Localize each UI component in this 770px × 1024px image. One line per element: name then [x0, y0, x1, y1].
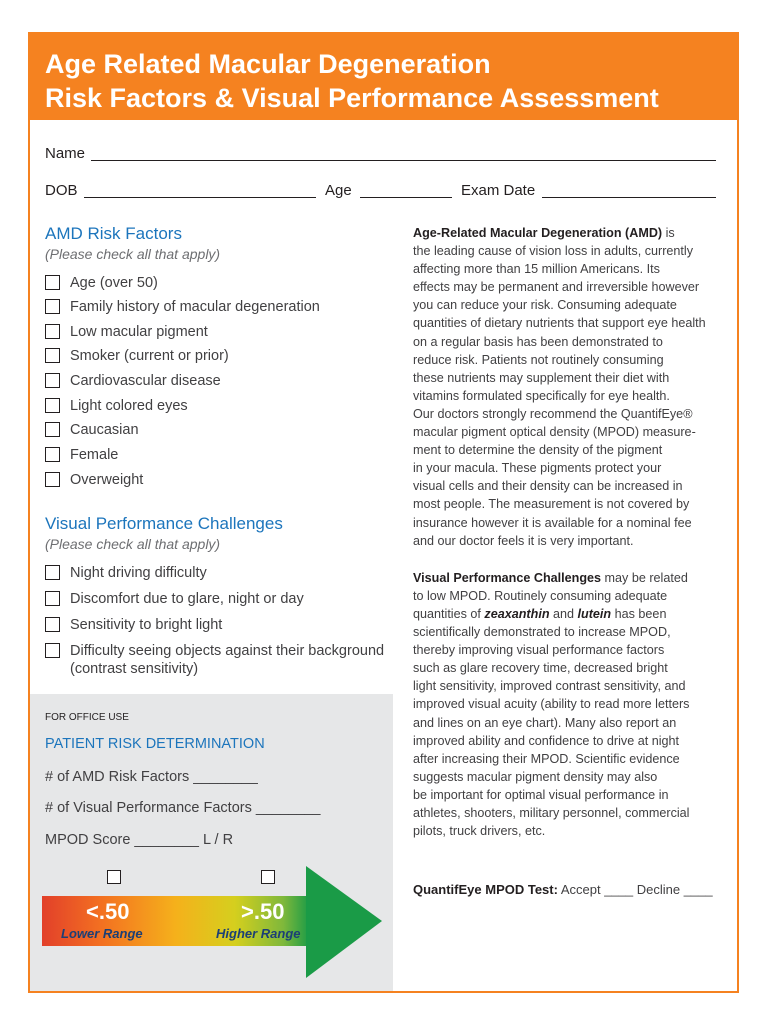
paragraph-line: scientifically demonstrated to increase MPOD, [413, 625, 671, 639]
vpc-item-sublabel: (contrast sensitivity) [70, 661, 199, 677]
exam-date-label: Exam Date [461, 182, 536, 199]
amd-item[interactable] [45, 372, 395, 392]
paragraph-line: pilots, truck drivers, etc. [413, 824, 546, 839]
mpod-test-options[interactable]: Accept ____ Decline ____ [557, 882, 713, 897]
amd-info-line [413, 224, 723, 242]
lutein-term: lutein [577, 607, 612, 621]
text-run: quantities of [413, 607, 485, 621]
paragraph-line: affecting more than 15 million Americans. Its [413, 262, 660, 277]
vpc-info-line: to low MPOD. Routinely consuming adequate [413, 589, 668, 603]
checkbox[interactable] [45, 324, 60, 339]
dob-field[interactable] [84, 197, 316, 198]
amd-item-label: Family history of macular degeneration [70, 299, 320, 315]
header-banner [28, 32, 739, 120]
checkbox[interactable] [45, 398, 60, 413]
paragraph-line: improved visual acuity (ability to read more letters [413, 697, 690, 712]
amd-item-label: Female [70, 447, 119, 463]
vpc-info-heading: Visual Performance Challenges [413, 571, 602, 585]
amd-item-label: Light colored eyes [70, 398, 188, 414]
amd-item[interactable] [45, 446, 395, 466]
arrow-head [306, 866, 382, 978]
checkbox[interactable] [45, 643, 60, 658]
paragraph-line: insurance however it is available for a nominal fee [413, 515, 692, 530]
amd-section-title: AMD Risk Factors [45, 224, 182, 243]
amd-item[interactable] [45, 323, 395, 343]
vpc-info-heading-tail: may be related [601, 571, 688, 585]
vpc-item-label: Sensitivity to bright light [70, 617, 223, 633]
amd-item-label: Caucasian [70, 422, 139, 438]
paragraph-line: and lines on an eye chart). Many also report an [413, 715, 677, 730]
vpc-item[interactable] [45, 642, 395, 682]
higher-range-label: Higher Range [216, 926, 301, 941]
office-use-label: FOR OFFICE USE [45, 712, 129, 723]
paragraph-line: most people. The measurement is not covered by [413, 497, 690, 512]
paragraph-line: Our doctors strongly recommend the QuantifEye® [413, 406, 693, 421]
amd-item-label: Overweight [70, 472, 144, 488]
paragraph-line: thereby improving visual performance factors [413, 643, 665, 658]
amd-item-label: Low macular pigment [70, 324, 208, 340]
vpc-item-label: Difficulty seeing objects against their background [70, 643, 385, 659]
paragraph-line: athletes, shooters, military personnel, commercial [413, 806, 690, 820]
vp-count-field[interactable]: # of Visual Performance Factors ________ [45, 800, 321, 816]
vpc-item[interactable] [45, 616, 395, 636]
checkbox[interactable] [45, 299, 60, 314]
text-run: and [549, 607, 578, 621]
amd-item[interactable] [45, 471, 395, 491]
title-line-1: Age Related Macular Degeneration [45, 49, 491, 79]
amd-info-heading-tail: is [662, 226, 675, 240]
lower-range-value: <.50 [86, 899, 130, 924]
patient-risk-title: PATIENT RISK DETERMINATION [45, 736, 265, 752]
amd-info-heading: Age-Related Macular Degeneration (AMD) [413, 226, 663, 240]
paragraph-line: you can reduce your risk. Consuming adequate [413, 298, 677, 313]
paragraph-line: after increasing their MPOD. Scientific evidence [413, 751, 680, 766]
paragraph-line: in your macula. These pigments protect your [413, 461, 662, 476]
paragraph-line: vitamins formulated specifically for eye health. [413, 388, 670, 403]
mpod-test-label: QuantifEye MPOD Test: [413, 882, 558, 897]
paragraph-line: be important for optimal visual performance in [413, 787, 669, 802]
name-field[interactable] [91, 160, 716, 161]
amd-item-label: Smoker (current or prior) [70, 348, 229, 364]
checkbox[interactable] [45, 348, 60, 363]
vpc-item[interactable] [45, 590, 395, 610]
vpc-section-title: Visual Performance Challenges [45, 514, 283, 533]
amd-section-note: (Please check all that apply) [45, 246, 221, 262]
checkbox[interactable] [45, 565, 60, 580]
text-run: has been [611, 607, 667, 621]
paragraph-line: effects may be permanent and irreversible however [413, 280, 700, 295]
paragraph-line: these nutrients may supplement their diet with [413, 370, 670, 385]
vpc-info-line [413, 569, 723, 587]
amd-item[interactable] [45, 397, 395, 417]
title-line-2: Risk Factors & Visual Performance Assessment [45, 83, 659, 113]
mpod-score-field[interactable]: MPOD Score ________ L / R [45, 832, 234, 848]
zeaxanthin-term: zeaxanthin [484, 607, 550, 621]
checkbox[interactable] [45, 447, 60, 462]
higher-range-value: >.50 [241, 899, 285, 924]
amd-item-label: Age (over 50) [70, 275, 158, 291]
lower-range-label: Lower Range [61, 926, 143, 941]
paragraph-line: and our doctor feels it is very important. [413, 533, 634, 548]
amd-item[interactable] [45, 274, 395, 294]
vpc-item-label: Discomfort due to glare, night or day [70, 591, 304, 607]
paragraph-line: improved ability and confidence to drive at night [413, 733, 680, 748]
dob-label: DOB [45, 182, 78, 199]
paragraph-line: macular pigment optical density (MPOD) measure- [413, 425, 696, 439]
checkbox[interactable] [45, 472, 60, 487]
checkbox[interactable] [45, 422, 60, 437]
exam-date-field[interactable] [542, 197, 716, 198]
paragraph-line: on a regular basis has been demonstrated to [413, 334, 663, 349]
paragraph-line: visual cells and their density can be increased in [413, 479, 683, 494]
amd-item-label: Cardiovascular disease [70, 373, 221, 389]
vpc-item[interactable] [45, 564, 395, 584]
paragraph-line: quantities of dietary nutrients that support eye health [413, 316, 706, 331]
paragraph-line: light sensitivity, improved contrast sensitivity, and [413, 679, 686, 694]
checkbox[interactable] [45, 373, 60, 388]
checkbox[interactable] [45, 275, 60, 290]
age-label: Age [325, 182, 352, 199]
mpod-test-line[interactable] [413, 881, 723, 899]
paragraph-line: such as glare recovery time, decreased bright [413, 661, 668, 676]
name-label: Name [45, 145, 86, 162]
amd-item[interactable] [45, 347, 395, 367]
age-field[interactable] [360, 197, 452, 198]
checkbox[interactable] [45, 591, 60, 606]
vpc-item-label: Night driving difficulty [70, 565, 207, 581]
vpc-section-note: (Please check all that apply) [45, 536, 221, 552]
amd-item[interactable] [45, 298, 395, 318]
paragraph-line: the leading cause of vision loss in adults, currently [413, 244, 694, 258]
checkbox[interactable] [45, 617, 60, 632]
paragraph-line: suggests macular pigment density may also [413, 769, 658, 784]
amd-item[interactable] [45, 421, 395, 441]
paragraph-line: reduce risk. Patients not routinely consuming [413, 352, 664, 367]
amd-count-field[interactable]: # of AMD Risk Factors ________ [45, 769, 258, 785]
paragraph-line: ment to determine the density of the pigment [413, 443, 663, 458]
vpc-info-line [413, 605, 723, 623]
